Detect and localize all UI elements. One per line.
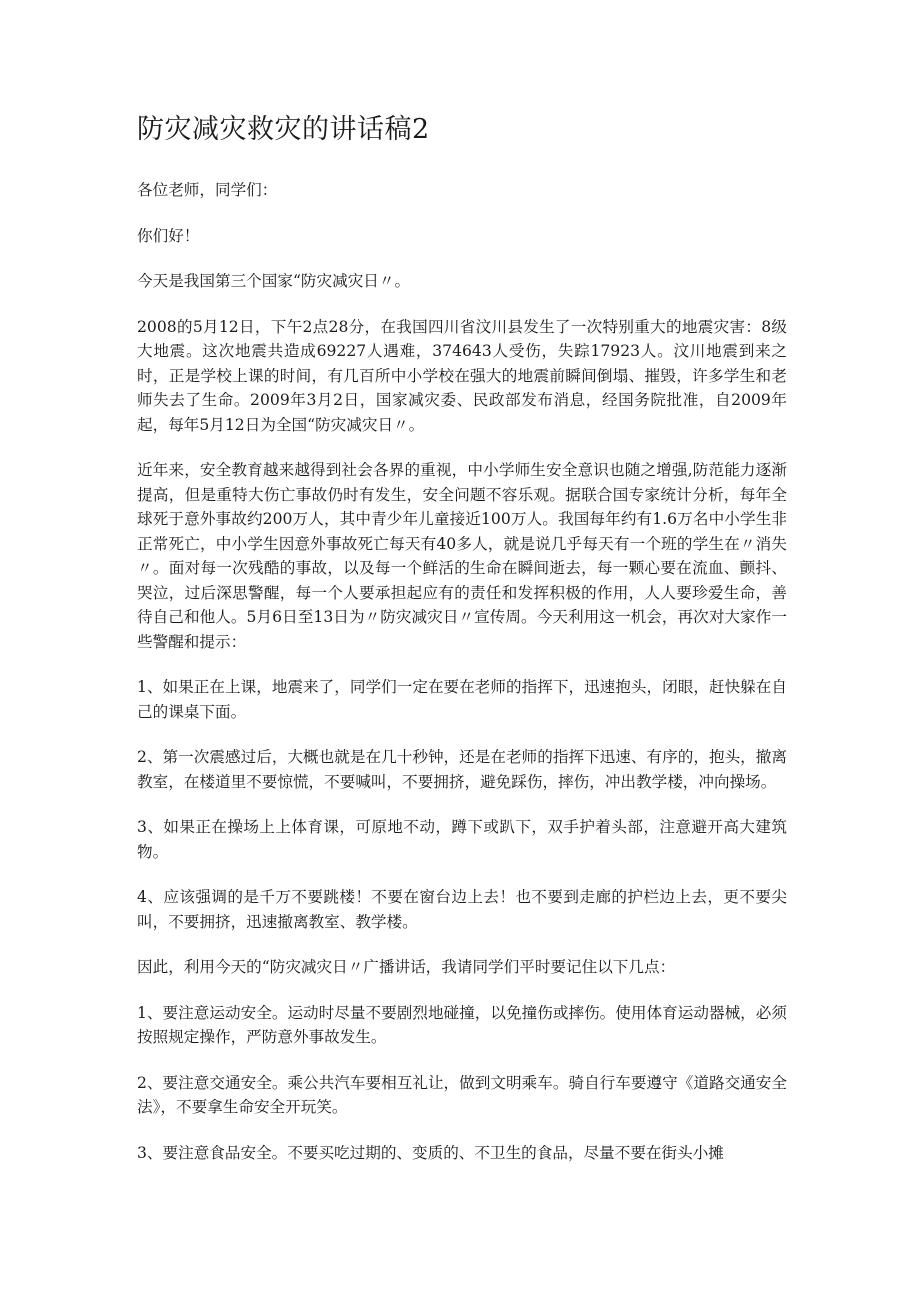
safety-statistics-paragraph: 近年来，安全教育越来越得到社会各界的重视，中小学师生安全意识也随之增强,防范能力逐渐提高，但是重特大伤亡事故仍时有发生，安全问题不容乐观。据联合国专家统计分析，每年全球死于意外事故约200万人，其中青少年儿童接近100万人。我国每年约有1.6万名中小学生非正常死亡，中小学生因意外事故死亡每天有40多人，就是说几乎每天有一个班的学生在〃消失〃。面对每一次残酷的事故，以及每一个鲜活的生命在瞬间逝去，每一颗心要在流血、颤抖、哭泣，过后深思警醒，每一个人要承担起应有的责任和发挥积极的作用，人人要珍爱生命，善待自己和他人。5月6日至13日为〃防灾减灾日〃宣传周。今天利用这一机会，再次对大家作一些警醒和提示： <box>137 461 787 651</box>
salutation: 各位老师，同学们： <box>137 181 278 199</box>
reminder-item-2: 2、要注意交通安全。乘公共汽车要相互礼让，做到文明乘车。骑自行车要遵守《道路交通安全法》，不要拿生命安全开玩笑。 <box>137 1073 787 1116</box>
document-page <box>137 108 787 1186</box>
earthquake-paragraph: 2008的5月12日，下午2点28分，在我国四川省汶川县发生了一次特别重大的地震灾害：8级大地震。这次地震共造成69227人遇难，374643人受伤，失踪17923人。汶川地震到来之时，正是学校上课的时间，有几百所中小学校在强大的地震前瞬间倒塌、摧毁，许多学生和老师失去了生命。2009年3月2日，国家减灾委、民政部发布消息，经国务院批准，自2009年起，每年5月12日为全国“防灾减灾日〃。 <box>137 317 787 434</box>
document-title: 防灾减灾救灾的讲话稿2 <box>137 114 430 145</box>
instruction-item-3: 3、如果正在操场上上体育课，可原地不动，蹲下或趴下，双手护着头部，注意避开高大建筑物。 <box>137 818 787 861</box>
instruction-item-1: 1、如果正在上课，地震来了，同学们一定在要在老师的指挥下，迅速抱头，闭眼，赶快躲在自己的课桌下面。 <box>137 678 787 721</box>
reminder-item-1: 1、要注意运动安全。运动时尽量不要剧烈地碰撞，以免撞伤或摔伤。使用体育运动器械，必须按照规定操作，严防意外事故发生。 <box>137 1003 787 1046</box>
instruction-item-4: 4、应该强调的是千万不要跳楼！不要在窗台边上去！也不要到走廊的护栏边上去，更不要尖叫，不要拥挤，迅速撤离教室、教学楼。 <box>137 888 787 931</box>
instruction-item-2: 2、第一次震感过后，大概也就是在几十秒钟，还是在老师的指挥下迅速、有序的，抱头，撤离教室，在楼道里不要惊慌，不要喊叫，不要拥挤，避免踩伤，摔伤，冲出教学楼，冲向操场。 <box>137 748 787 791</box>
greeting: 你们好！ <box>137 226 200 245</box>
intro-paragraph: 今天是我国第三个国家“防灾减灾日〃。 <box>137 272 411 290</box>
reminder-intro: 因此，利用今天的“防灾减灾日〃广播讲话，我请同学们平时要记住以下几点： <box>137 958 676 976</box>
reminder-item-3: 3、要注意食品安全。不要买吃过期的、变质的、不卫生的食品，尽量不要在街头小摊 <box>137 1143 724 1162</box>
